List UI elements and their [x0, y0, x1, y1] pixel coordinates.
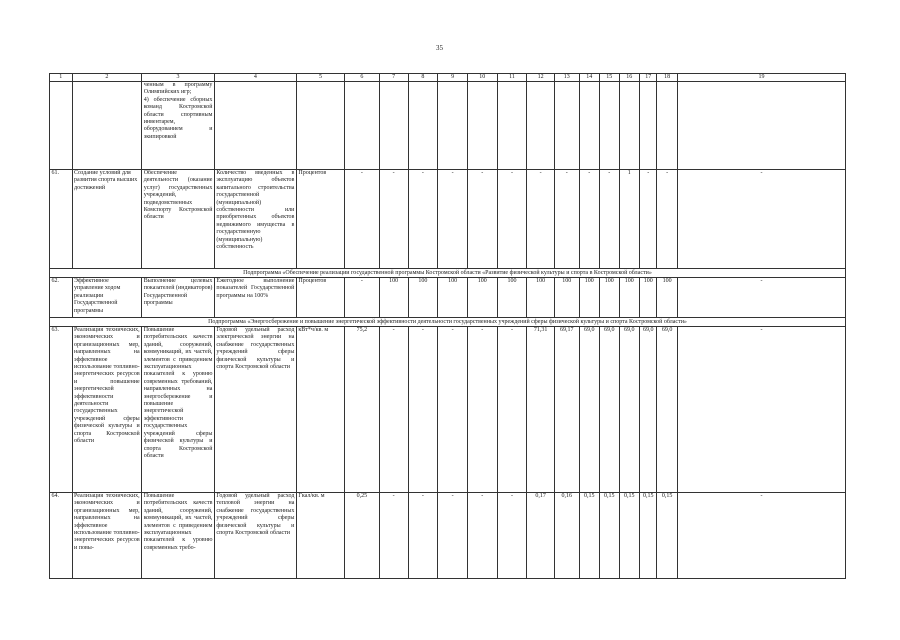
value-cell: 100: [639, 278, 656, 318]
note-cell: -: [677, 278, 845, 318]
task-cell: Повышение потребительских качеств зданий, сооружений, коммуникаций, их частей, элементов с приведением эксплуатационных показателей к уровню современных требований, направленных на энергосбережение и повышение энергетической эффективности государственных учреждений сферы физической культуры и спорта Костромской области: [142, 327, 215, 493]
note-cell: -: [677, 327, 845, 493]
value-cell: 100: [438, 278, 468, 318]
value-cell: -: [639, 170, 656, 269]
task-cell: Обеспечение деятельности (оказание услуг) государственных учреждений, подведомственных Комспорту Костромской области: [142, 170, 215, 269]
unit-cell: Процентов: [296, 170, 344, 269]
value-cell: 69,0: [639, 327, 656, 493]
indicator-cell: Годовой удельный расход электрической энергии на снабжение государственных учреждений сферы физической культуры и спорта Костромской области: [214, 327, 296, 493]
goal-cell: Реализация технических, экономических и организационных мер, направленных на эффективное использование топливно-энергетических ресурсов и повышение энергетической эффективности деятельности государственных учреждений сферы физической культуры и спорта Костромской области: [72, 327, 142, 493]
value-cell: -: [600, 170, 619, 269]
value-cell: -: [408, 327, 438, 493]
column-number: 2: [72, 74, 142, 82]
page-number: 35: [436, 44, 443, 52]
value-cell: -: [345, 170, 380, 269]
task-cell: ченным в программу Олимпийских игр; 4) обеспечение сборных команд Костромской области спортивным инвентарем, оборудованием и экипировкой: [142, 82, 215, 170]
column-number: 4: [214, 74, 296, 82]
column-number: 13: [554, 74, 579, 82]
value-cell: 100: [467, 278, 497, 318]
goal-cell: Реализация технических, экономических и организационных мер, направленных на эффективное использование топливно-энергетических ресурсов и повы-: [72, 493, 142, 579]
column-number: 15: [600, 74, 619, 82]
column-number: 8: [408, 74, 438, 82]
goal-cell: Создание условий для развития спорта высших достижений: [72, 170, 142, 269]
subprogram-row: [50, 269, 846, 278]
value-cell: -: [379, 170, 408, 269]
value-cell: 1: [619, 170, 639, 269]
subprogram-row: [50, 318, 846, 327]
value-cell: 0,15: [600, 493, 619, 579]
table-row: [50, 493, 846, 579]
value-cell: 100: [379, 278, 408, 318]
value-cell: -: [408, 493, 438, 579]
column-number: 6: [345, 74, 380, 82]
note-cell: -: [677, 170, 845, 269]
value-cell: 100: [579, 278, 599, 318]
continuation-row: [50, 82, 846, 170]
value-cell: 69,0: [600, 327, 619, 493]
subprogram-title: Подпрограмма «Энергосбережение и повышение энергетической эффективности деятельности государственных учреждений сферы физической культуры и спорта Костромской области»: [50, 318, 846, 327]
value-cell: 100: [600, 278, 619, 318]
column-number: 10: [467, 74, 497, 82]
value-cell: -: [579, 170, 599, 269]
table-row: [50, 327, 846, 493]
column-number: 19: [677, 74, 845, 82]
unit-cell: кВт*ч/кв. м: [296, 327, 344, 493]
task-cell: Повышение потребительских качеств зданий, сооружений, коммуникаций, их частей, элементов с приведением эксплуатационных показателей к уровню современных требо-: [142, 493, 215, 579]
value-cell: -: [657, 170, 677, 269]
value-cell: -: [497, 327, 527, 493]
value-cell: -: [408, 170, 438, 269]
row-number: 64.: [50, 493, 73, 579]
value-cell: -: [554, 170, 579, 269]
row-number: 62.: [50, 278, 73, 318]
row-number: 61.: [50, 170, 73, 269]
indicators-table: [49, 73, 846, 579]
value-cell: 100: [527, 278, 555, 318]
column-number: 5: [296, 74, 344, 82]
unit-cell: Процентов: [296, 278, 344, 318]
value-cell: 0,15: [579, 493, 599, 579]
column-number: 17: [639, 74, 656, 82]
column-number-row: [50, 74, 846, 82]
column-number: 11: [497, 74, 527, 82]
column-number: 3: [142, 74, 215, 82]
value-cell: -: [497, 493, 527, 579]
task-cell: Выполнение целевых показателей (индикаторов) Государственной программы: [142, 278, 215, 318]
note-cell: -: [677, 493, 845, 579]
table-row: [50, 278, 846, 318]
indicator-cell: Годовой удельный расход тепловой энергии на снабжение государственных учреждений сферы физической культуры и спорта Костромской области: [214, 493, 296, 579]
value-cell: 100: [497, 278, 527, 318]
value-cell: 69,0: [657, 327, 677, 493]
value-cell: 0,16: [554, 493, 579, 579]
column-number: 9: [438, 74, 468, 82]
value-cell: -: [438, 493, 468, 579]
value-cell: 0,17: [527, 493, 555, 579]
column-number: 1: [50, 74, 73, 82]
value-cell: -: [467, 493, 497, 579]
column-number: 12: [527, 74, 555, 82]
column-number: 7: [379, 74, 408, 82]
value-cell: 100: [554, 278, 579, 318]
value-cell: -: [467, 327, 497, 493]
value-cell: 69,0: [579, 327, 599, 493]
value-cell: 100: [408, 278, 438, 318]
row-number: 63.: [50, 327, 73, 493]
value-cell: -: [527, 170, 555, 269]
value-cell: 71,31: [527, 327, 555, 493]
table-row: [50, 170, 846, 269]
value-cell: 0,15: [619, 493, 639, 579]
value-cell: 0,25: [345, 493, 380, 579]
value-cell: -: [467, 170, 497, 269]
value-cell: 75,2: [345, 327, 380, 493]
value-cell: 69,17: [554, 327, 579, 493]
value-cell: -: [379, 493, 408, 579]
value-cell: 0,15: [639, 493, 656, 579]
unit-cell: Гкал/кв. м: [296, 493, 344, 579]
value-cell: -: [438, 327, 468, 493]
value-cell: -: [497, 170, 527, 269]
goal-cell: Эффективное управление ходом реализации Государственной программы: [72, 278, 142, 318]
value-cell: -: [345, 278, 380, 318]
value-cell: -: [438, 170, 468, 269]
indicator-cell: Количество введенных в эксплуатацию объектов капитального строительства государственной (муниципальной) собственности или приобретенных объектов недвижимого имущества в государственную (муниципальную) собственность: [214, 170, 296, 269]
column-number: 18: [657, 74, 677, 82]
value-cell: -: [379, 327, 408, 493]
column-number: 14: [579, 74, 599, 82]
value-cell: 0,15: [657, 493, 677, 579]
column-number: 16: [619, 74, 639, 82]
indicator-cell: Ежегодное выполнение показателей Государственной программы на 100%: [214, 278, 296, 318]
value-cell: 100: [619, 278, 639, 318]
value-cell: 69,0: [619, 327, 639, 493]
subprogram-title: Подпрограмма «Обеспечение реализации государственной программы Костромской области «Развитие физической культуры и спорта в Костромской области»: [50, 269, 846, 278]
value-cell: 100: [657, 278, 677, 318]
